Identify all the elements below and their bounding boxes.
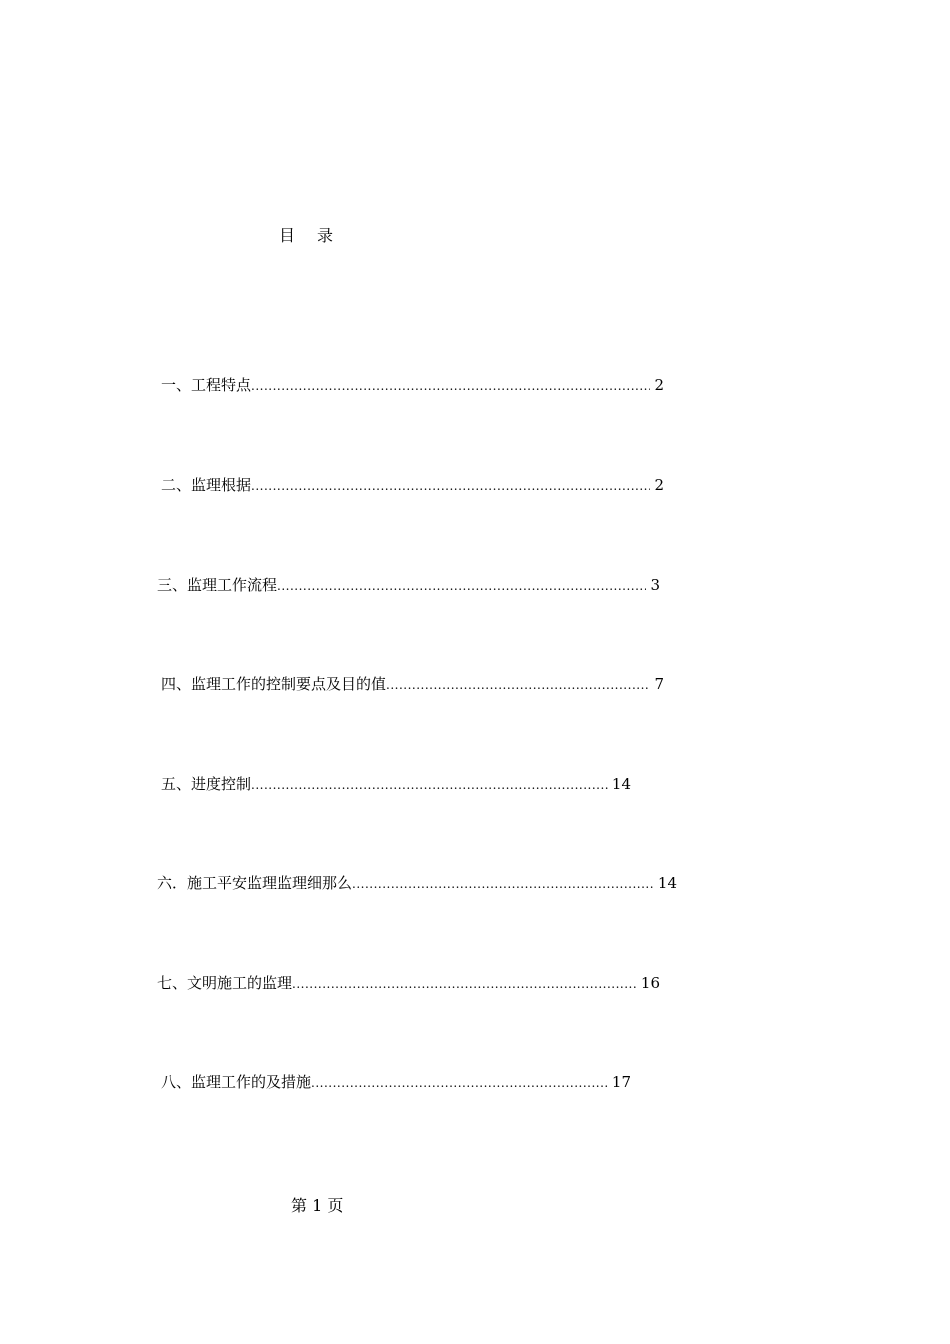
- toc-entry-label: 六．施工平安监理监理细那么: [157, 874, 353, 892]
- toc-entry-page: 7: [654, 675, 664, 693]
- toc-entry-page: 2: [654, 376, 664, 394]
- toc-entry-page: 14: [611, 775, 631, 793]
- toc-leader-dots: [251, 775, 608, 795]
- toc-entry-1[interactable]: [161, 375, 664, 396]
- toc-entry-page: 3: [650, 576, 660, 594]
- toc-leader-dots: [277, 576, 646, 596]
- toc-entry-label: 二、监理根据: [161, 476, 252, 494]
- toc-entry-8[interactable]: [161, 1072, 631, 1093]
- page-footer: 第 1 页: [291, 1196, 344, 1215]
- toc-entry-label: 一、工程特点: [161, 376, 252, 394]
- toc-entry-label: 八、监理工作的及措施: [161, 1073, 312, 1091]
- toc-leader-dots: [311, 1073, 608, 1093]
- toc-entry-label: 三、监理工作流程: [157, 576, 278, 594]
- toc-title: [279, 226, 333, 246]
- toc-leader-dots: [292, 974, 637, 994]
- toc-entry-label: 四、监理工作的控制要点及目的值: [161, 675, 387, 693]
- toc-entry-page: 14: [657, 874, 677, 892]
- toc-leader-dots: [352, 874, 654, 894]
- toc-entry-3[interactable]: [157, 575, 660, 596]
- toc-entry-2[interactable]: [161, 475, 664, 496]
- toc-title-right: 录: [317, 226, 334, 245]
- toc-title-left: 目: [279, 226, 296, 245]
- toc-entry-5[interactable]: [161, 774, 631, 795]
- toc-entry-4[interactable]: [161, 674, 664, 695]
- toc-leader-dots: [251, 476, 650, 496]
- toc-entry-label: 七、文明施工的监理: [157, 974, 293, 992]
- toc-entry-label: 五、进度控制: [161, 775, 252, 793]
- toc-leader-dots: [251, 376, 650, 396]
- toc-entry-6[interactable]: [157, 873, 677, 894]
- toc-entry-page: 17: [611, 1073, 631, 1091]
- toc-entry-7[interactable]: [157, 973, 660, 994]
- toc-entry-page: 2: [654, 476, 664, 494]
- toc-entry-page: 16: [640, 974, 660, 992]
- toc-leader-dots: [386, 675, 650, 695]
